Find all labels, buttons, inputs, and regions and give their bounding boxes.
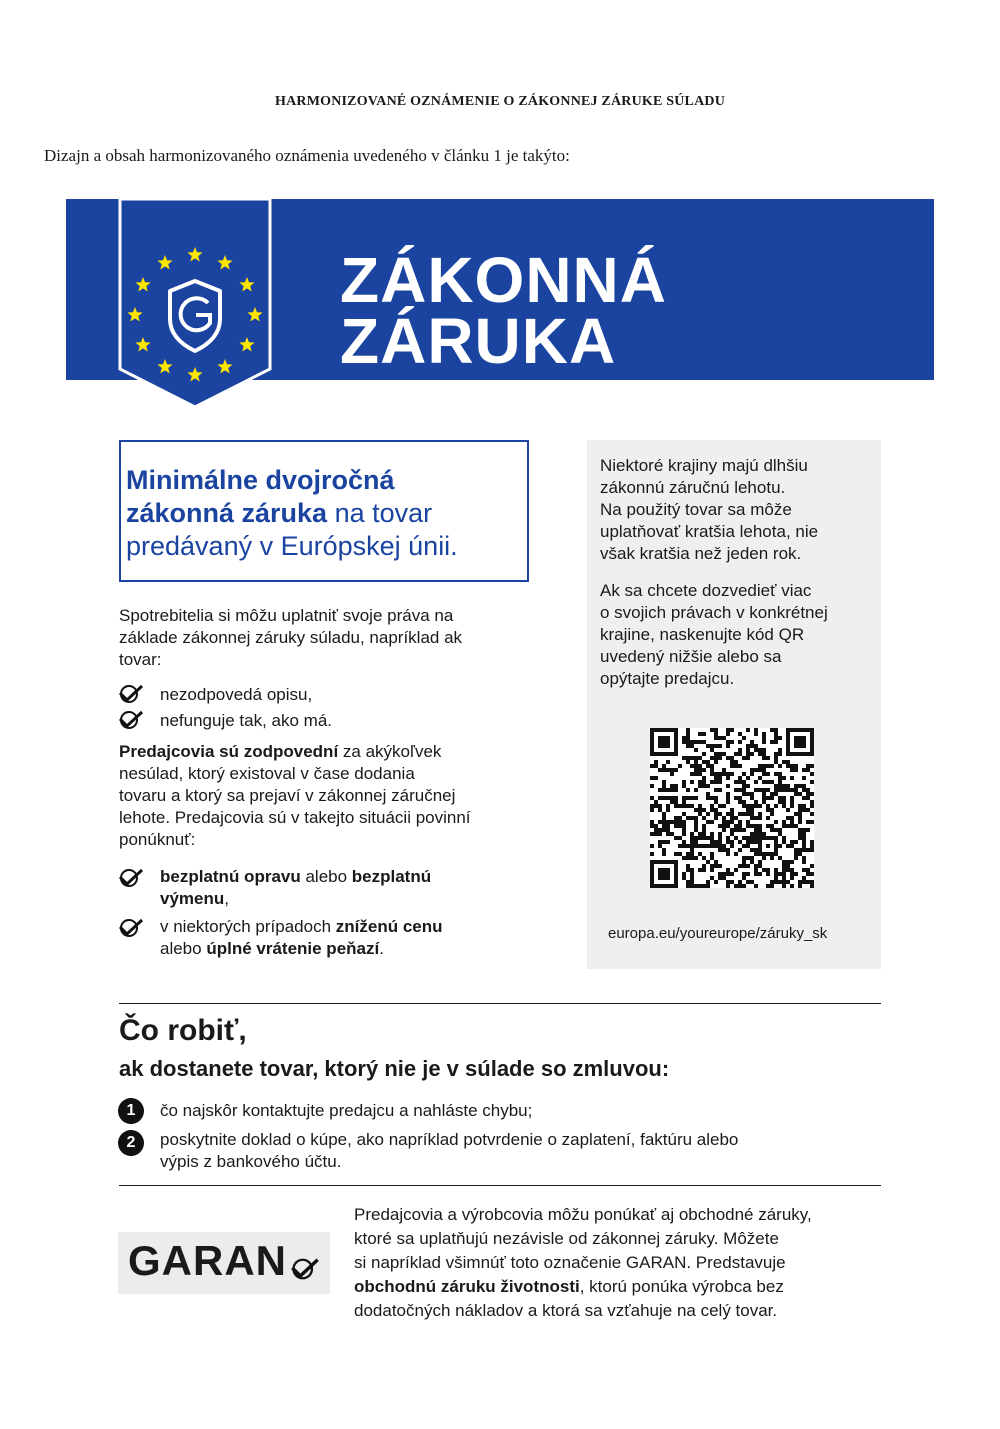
- step-2-line2: výpis z bankového účtu.: [160, 1152, 342, 1171]
- step-2-line1: poskytnite doklad o kúpe, ako napríklad potvrdenie o zaplatení, faktúru alebo: [160, 1130, 739, 1149]
- qr-code-icon[interactable]: [650, 728, 814, 888]
- eu-stars-shield-g-icon: [118, 199, 272, 409]
- option2-text: v niektorých prípadoch: [160, 917, 336, 936]
- check-icon: [118, 710, 144, 730]
- side-p1-line1: Niektoré krajiny majú dlhšiu: [600, 456, 808, 475]
- divider: [119, 1185, 881, 1186]
- side-p1-line5: však kratšia než jeden rok.: [600, 544, 802, 563]
- check-icon: [118, 868, 144, 888]
- garan-line3: si napríklad všimnúť toto označenie GARAN. Predstavuje: [354, 1253, 786, 1272]
- garan-check-icon: [290, 1256, 320, 1282]
- option1-end: ,: [224, 889, 229, 908]
- side-p1-line2: zákonnú záručnú lehotu.: [600, 478, 786, 497]
- sellers-line2: nesúlad, ktorý existoval v čase dodania: [119, 764, 415, 783]
- sellers-line5: ponúknuť:: [119, 830, 196, 849]
- minimum-rest-2: na tovar: [327, 498, 433, 528]
- option2-end: .: [379, 939, 384, 958]
- sellers-line3: tovaru a ktorý sa prejaví v zákonnej záručnej: [119, 786, 456, 805]
- option1-bold3: výmenu: [160, 889, 225, 908]
- garan-line1: Predajcovia a výrobcovia môžu ponúkať aj obchodné záruky,: [354, 1205, 812, 1224]
- consumers-line2: základe zákonnej záruky súladu, napríklad ak: [119, 628, 463, 647]
- option2-bold1: zníženú cenu: [335, 917, 443, 936]
- garan-line4-rest: , ktorú ponúka výrobca bez: [579, 1277, 784, 1296]
- side-p1-line3: Na použitý tovar sa môže: [600, 500, 792, 519]
- sellers-paragraph: [119, 741, 471, 851]
- consumers-line3: tovar:: [119, 650, 162, 669]
- divider: [119, 1003, 881, 1004]
- garan-label: GARAN: [128, 1237, 287, 1284]
- sellers-line1-rest: za akýkoľvek: [338, 742, 442, 761]
- step-number-1: 1: [118, 1098, 144, 1124]
- step-number-2: 2: [118, 1130, 144, 1156]
- option2-bold2: úplné vrátenie peňazí: [206, 939, 380, 958]
- document-heading: HARMONIZOVANÉ OZNÁMENIE O ZÁKONNEJ ZÁRUKE SÚLADU: [275, 94, 725, 109]
- minimum-bold-2: zákonná záruka: [126, 498, 328, 528]
- what-to-do-subtitle: ak dostanete tovar, ktorý nie je v súlade so zmluvou:: [119, 1056, 670, 1081]
- banner-title: [340, 244, 667, 377]
- minimum-guarantee-box: [119, 440, 529, 582]
- minimum-bold-1: Minimálne dvojročná: [126, 465, 395, 495]
- check-icon: [118, 918, 144, 938]
- option1-mid: alebo: [300, 867, 352, 886]
- garan-bold: obchodnú záruku životnosti: [354, 1277, 580, 1296]
- option1-bold2: bezplatnú: [351, 867, 432, 886]
- side-paragraph-2: [600, 580, 828, 690]
- side-p2-line1: Ak sa chcete dozvedieť viac: [600, 581, 812, 600]
- check-icon: [118, 684, 144, 704]
- side-p2-line5: opýtajte predajcu.: [600, 669, 735, 688]
- step-2-text: [160, 1129, 738, 1173]
- banner-title-line2: ZÁRUKA: [340, 305, 617, 377]
- document-intro: Dizajn a obsah harmonizovaného oznámenia uvedeného v článku 1 je takýto:: [44, 146, 570, 165]
- banner-title-line1: ZÁKONNÁ: [340, 244, 667, 316]
- sellers-option-1: [160, 866, 431, 910]
- side-paragraph-1: [600, 455, 818, 565]
- sellers-line4: lehote. Predajcovia sú v takejto situácii povinní: [119, 808, 471, 827]
- consumers-line1: Spotrebitelia si môžu uplatniť svoje práva na: [119, 606, 454, 625]
- side-p2-line3: krajine, naskenujte kód QR: [600, 625, 805, 644]
- side-p2-line2: o svojich právach v konkrétnej: [600, 603, 828, 622]
- garan-line5: dodatočných nákladov a ktorá sa vzťahuje na celý tovar.: [354, 1301, 778, 1320]
- option2-line2: alebo: [160, 939, 207, 958]
- sellers-option-2: [160, 916, 443, 960]
- side-p2-line4: uvedený nižšie alebo sa: [600, 647, 782, 666]
- minimum-line-3: predávaný v Európskej únii.: [126, 531, 458, 561]
- side-p1-line4: uplatňovať kratšia lehota, nie: [600, 522, 819, 541]
- what-to-do-title: Čo robiť,: [119, 1014, 247, 1047]
- consumers-item-2: nefunguje tak, ako má.: [160, 711, 333, 730]
- consumers-item-1: nezodpovedá opisu,: [160, 685, 313, 704]
- step-1-text: čo najskôr kontaktujte predajcu a nahláste chybu;: [160, 1101, 533, 1120]
- sellers-bold: Predajcovia sú zodpovední: [119, 742, 339, 761]
- consumers-paragraph: [119, 605, 462, 671]
- youreurope-link[interactable]: europa.eu/youreurope/záruky_sk: [608, 925, 828, 942]
- garan-paragraph: [354, 1203, 812, 1323]
- garan-line2: ktoré sa uplatňujú nezávisle od zákonnej záruky. Môžete: [354, 1229, 779, 1248]
- option1-bold1: bezplatnú opravu: [160, 867, 301, 886]
